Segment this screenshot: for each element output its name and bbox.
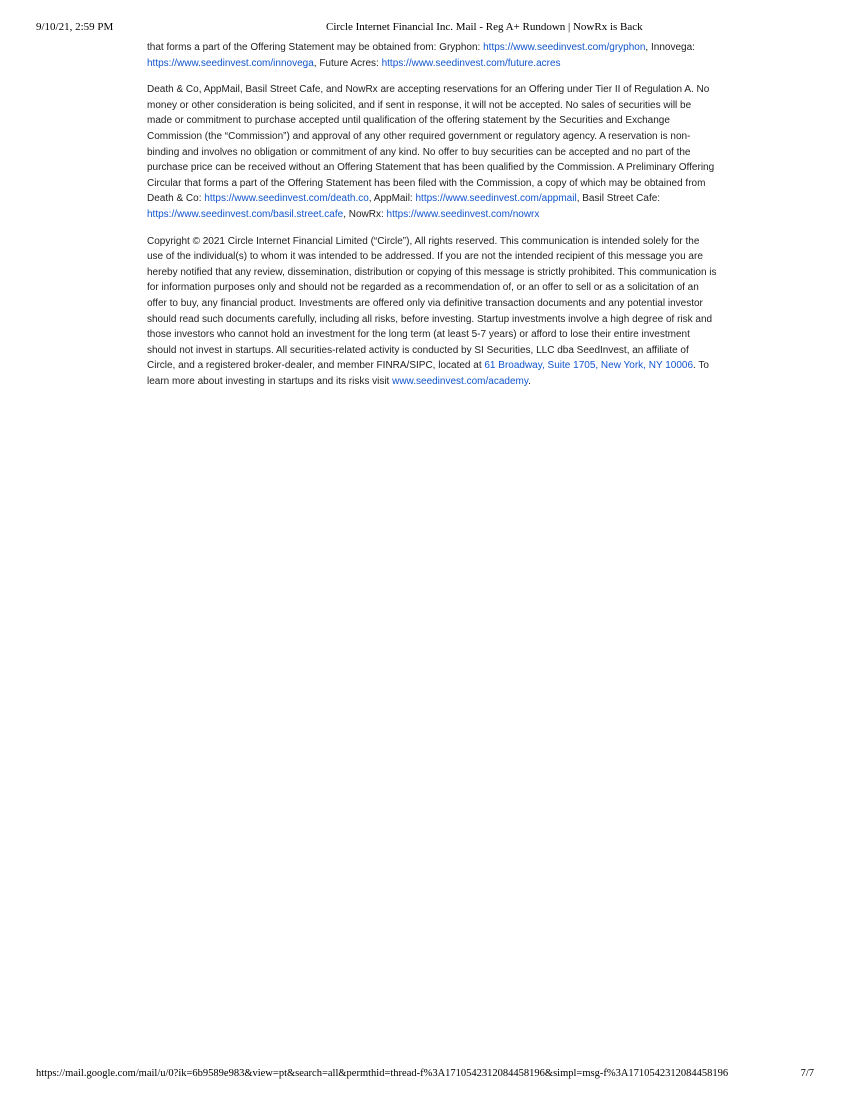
paragraph-text: , Future Acres: [313,57,382,69]
paragraph-text: , Basil Street Cafe: [576,193,661,205]
copyright-paragraph [147,234,717,390]
future-acres-link[interactable]: https://www.seedinvest.com/future.acres [381,57,561,69]
innovega-link[interactable]: https://www.seedinvest.com/innovega [147,57,314,69]
paragraph-text: , NowRx: [343,208,387,220]
paragraph-text: . To learn more about investing in startups and its risks visit [147,360,709,387]
offering-paragraph-1 [147,40,717,71]
basil-street-cafe-link[interactable]: https://www.seedinvest.com/basil.street.cafe [147,208,344,220]
print-header [36,21,814,35]
death-co-link[interactable]: https://www.seedinvest.com/death.co [204,193,369,205]
academy-link[interactable]: www.seedinvest.com/academy [392,375,529,387]
paragraph-text: , AppMail: [368,193,416,205]
gryphon-link[interactable]: https://www.seedinvest.com/gryphon [483,42,646,53]
print-datetime: 9/10/21, 2:59 PM [36,21,114,33]
page-number: 7/7 [800,1068,814,1079]
address-link[interactable]: 61 Broadway, Suite 1705, New York, NY 10006 [484,360,694,372]
print-title: Circle Internet Financial Inc. Mail - Reg A+ Rundown | NowRx is Back [326,21,643,33]
email-body [147,40,717,400]
appmail-link[interactable]: https://www.seedinvest.com/appmail [415,193,577,205]
paragraph-text: . [528,375,531,387]
paragraph-text: Death & Co, AppMail, Basil Street Cafe, and NowRx are accepting reservations for an Offering under Tier II of Regulation A. No money or other consideration is being solicited, and if sent in response, it will not be accepted. No sales of securities will be made or commitment to purchase accepted until qualification of the offering statement by the Securities and Exchange Commission (the “Commission”) and approval of any other required government or regulatory agency. A reservation is non-binding and involves no obligation or commitment of any kind. No offer to buy securities can be accepted and no part of the purchase price can be received without an Offering Statement that has been qualified by the Commission. A Preliminary Offering Circular that forms a part of the Offering Statement has been filed with the Commission, a copy of which may be obtained from Death & Co: [147,84,715,205]
nowrx-link[interactable]: https://www.seedinvest.com/nowrx [386,208,540,220]
print-footer [36,1068,814,1082]
print-url: https://mail.google.com/mail/u/0?ik=6b9589e983&view=pt&search=all&permthid=thread-f%3A1710542312084458196&simpl=msg-f%3A1710542312084458196 [36,1068,729,1079]
paragraph-text: that forms a part of the Offering Statement may be obtained from: Gryphon: [147,42,484,53]
paragraph-text: Copyright © 2021 Circle Internet Financial Limited (“Circle”), All rights reserved. This communication is intended solely for the use of the individual(s) to whom it was intended to be addressed. If you are not the intended recipient of this message you are hereby notified that any review, dissemination, distribution or copying of this message is strictly prohibited. This communication is for information purposes only and should not be regarded as a recommendation of, or an offer to sell or as a solicitation of an offer to buy, any financial product. Investments are offered only via definitive transaction documents and any potential investor should read such documents carefully, including all risks, before investing. Startup investments involve a high degree of risk and those investors who cannot hold an investment for the long term (at least 5-7 years) or afford to lose their entire investment should not invest in startups. All securities-related activity is conducted by SI Securities, LLC dba SeedInvest, an affiliate of Circle, and a registered broker-dealer, and member FINRA/SIPC, located at [147,235,717,372]
paragraph-text: , Innovega: [645,42,695,53]
reservation-disclaimer-paragraph [147,82,717,222]
